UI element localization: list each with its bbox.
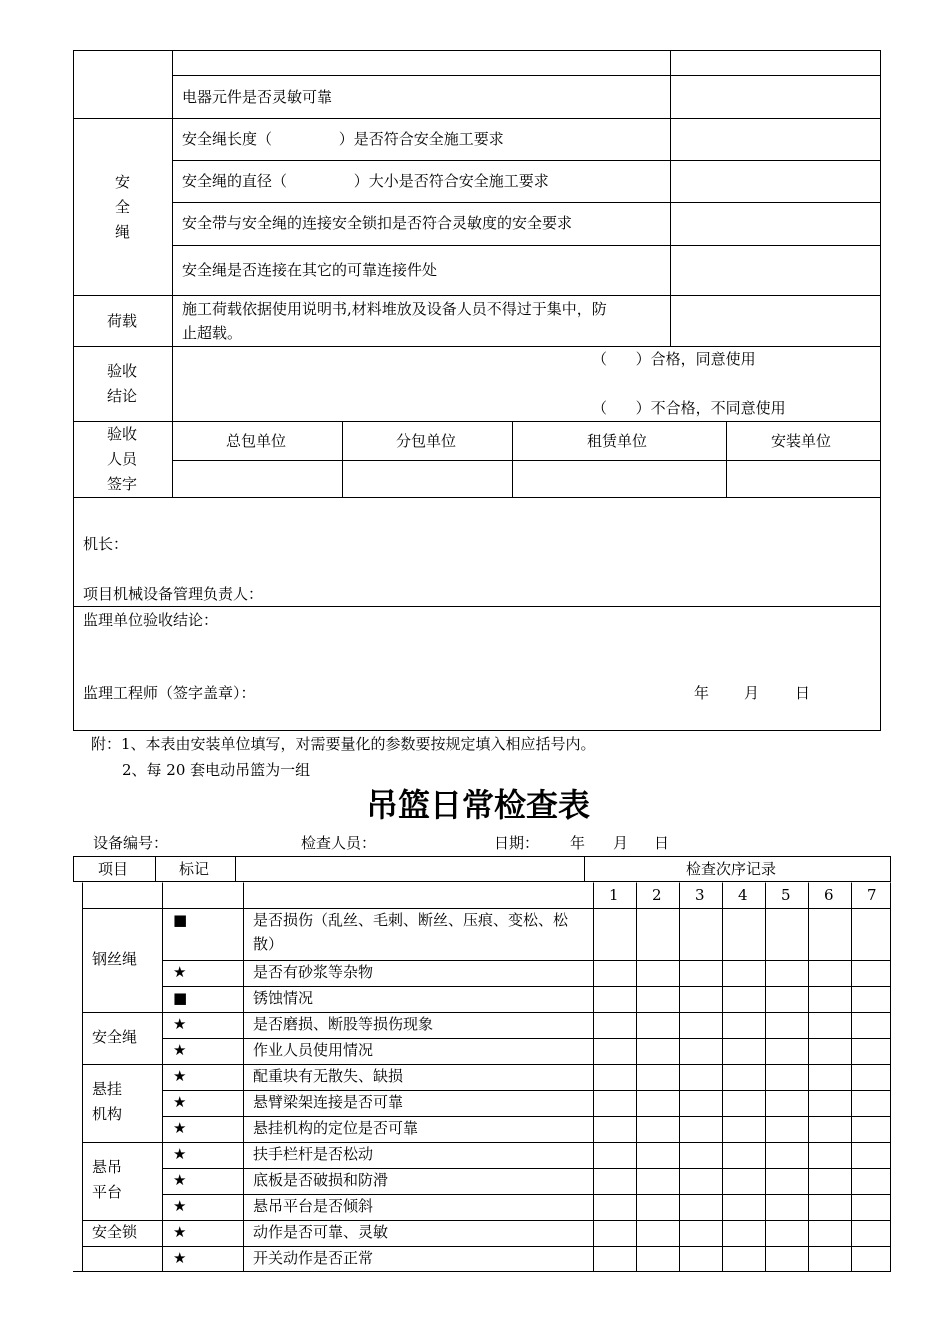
conclusion-fail-option[interactable]: （ ）不合格，不同意使用 [592, 399, 786, 417]
sequence-number: 7 [867, 886, 877, 904]
check-date-year: 年 [570, 834, 586, 852]
check-item-rope-length: 安全绳长度（ ）是否符合安全施工要求 [182, 130, 504, 148]
check-item-text: 配重块有无散失、缺损 [253, 1067, 404, 1085]
engineer-sign-label: 监理工程师（签字盖章）： [83, 684, 256, 702]
check-item-text: 散） [253, 935, 284, 953]
table-line [172, 460, 881, 461]
table-line [670, 50, 671, 347]
group-name: 悬挂 [92, 1080, 123, 1098]
table-line [342, 421, 343, 497]
table-line [73, 295, 881, 296]
equipment-manager-label: 项目机械设备管理负责人： [83, 585, 264, 603]
sequence-number: 5 [781, 886, 791, 904]
check-item-text: 动作是否可靠、灵敏 [253, 1223, 389, 1241]
star-mark-icon: ★ [173, 1171, 187, 1189]
sequence-number: 4 [738, 886, 748, 904]
table-line [155, 856, 156, 882]
group-name: 悬吊 [92, 1158, 123, 1176]
category-safety-rope-char: 安 [115, 173, 131, 191]
star-mark-icon: ★ [173, 1067, 187, 1085]
category-signers: 人员 [107, 450, 138, 468]
check-item-rope-diameter: 安全绳的直径（ ）大小是否符合安全施工要求 [182, 172, 549, 190]
check-item-text: 作业人员使用情况 [253, 1041, 374, 1059]
table-line [73, 606, 881, 607]
equipment-no-label: 设备编号： [93, 834, 169, 852]
date-day: 日 [795, 684, 811, 702]
check-item-text: 是否损伤（乱丝、毛刺、断丝、压痕、变松、松 [253, 911, 569, 929]
category-conclusion: 结论 [107, 387, 138, 405]
table-line [172, 245, 881, 246]
date-year: 年 [694, 684, 710, 702]
square-mark-icon: ■ [173, 989, 188, 1007]
category-load: 荷载 [107, 312, 138, 330]
check-item-text: 悬吊平台是否倾斜 [253, 1197, 374, 1215]
square-mark-icon: ■ [173, 911, 188, 929]
star-mark-icon: ★ [173, 1249, 187, 1267]
table-line [235, 856, 236, 882]
star-mark-icon: ★ [173, 1223, 187, 1241]
header-record: 检查次序记录 [686, 860, 777, 878]
check-item-text: 悬臂梁架连接是否可靠 [253, 1093, 404, 1111]
group-name: 安全绳 [92, 1027, 138, 1046]
group-name: 机构 [92, 1105, 123, 1123]
table-line [172, 75, 881, 76]
check-item-text: 是否有砂浆等杂物 [253, 963, 374, 981]
star-mark-icon: ★ [173, 963, 187, 981]
check-date-month: 月 [613, 834, 629, 852]
table-line [73, 1271, 891, 1272]
table-line [73, 118, 881, 119]
sequence-number: 6 [824, 886, 834, 904]
note-line-1: 附：1、本表由安装单位填写，对需要量化的参数要按规定填入相应括号内。 [91, 735, 596, 753]
table-line [73, 346, 881, 347]
star-mark-icon: ★ [173, 1119, 187, 1137]
check-item-electrical: 电器元件是否灵敏可靠 [182, 88, 333, 106]
check-item-rope-lock: 安全带与安全绳的连接安全锁扣是否符合灵敏度的安全要求 [182, 214, 573, 232]
star-mark-icon: ★ [173, 1145, 187, 1163]
check-item-text: 悬挂机构的定位是否可靠 [253, 1119, 419, 1137]
category-safety-rope-char: 绳 [115, 223, 131, 241]
daily-check-title: 吊篮日常检查表 [366, 786, 591, 824]
table-line [73, 497, 881, 498]
check-item-rope-anchor: 安全绳是否连接在其它的可靠连接件处 [182, 261, 438, 279]
note-line-2: 2、每 20 套电动吊篮为一组 [122, 761, 311, 779]
table-line [584, 856, 585, 882]
group-name: 平台 [92, 1183, 123, 1201]
check-item-text: 开关动作是否正常 [253, 1249, 374, 1267]
supervision-conclusion-label: 监理单位验收结论： [83, 611, 219, 629]
daily-grid [82, 882, 891, 1271]
date-month: 月 [744, 684, 760, 702]
check-item-text: 锈蚀情况 [253, 989, 314, 1007]
conclusion-pass-option[interactable]: （ ）合格，同意使用 [592, 350, 756, 368]
signer-installer: 安装单位 [771, 432, 832, 450]
table-line [172, 202, 881, 203]
sequence-number: 1 [609, 886, 619, 904]
signer-general-contractor: 总包单位 [226, 432, 287, 450]
check-item-load-line2: 止超载。 [182, 324, 243, 342]
daily-grid-lines [82, 882, 891, 1271]
star-mark-icon: ★ [173, 1093, 187, 1111]
check-date-label: 日期： [494, 834, 540, 852]
group-name: 安全锁 [92, 1222, 138, 1241]
header-mark: 标记 [179, 860, 210, 878]
category-signers: 签字 [107, 475, 138, 493]
star-mark-icon: ★ [173, 1041, 187, 1059]
check-item-load-line1: 施工荷载依据使用说明书,材料堆放及设备人员不得过于集中，防 [182, 300, 607, 318]
signer-leasing: 租赁单位 [587, 432, 648, 450]
check-item-text: 底板是否破损和防滑 [253, 1171, 389, 1189]
captain-label: 机长： [83, 535, 129, 553]
star-mark-icon: ★ [173, 1197, 187, 1215]
inspector-label: 检查人员： [301, 834, 377, 852]
check-item-text: 是否磨损、断股等损伤现象 [253, 1015, 434, 1033]
table-line [512, 421, 513, 497]
star-mark-icon: ★ [173, 1015, 187, 1033]
table-line [172, 160, 881, 161]
table-line [73, 421, 881, 422]
group-name: 钢丝绳 [92, 949, 138, 968]
category-conclusion: 验收 [107, 362, 138, 380]
table-line [726, 421, 727, 497]
sequence-number: 3 [695, 886, 705, 904]
category-safety-rope-char: 全 [115, 198, 131, 216]
check-date-day: 日 [654, 834, 670, 852]
signer-subcontractor: 分包单位 [396, 432, 457, 450]
check-item-text: 扶手栏杆是否松动 [253, 1145, 374, 1163]
category-signers: 验收 [107, 425, 138, 443]
sequence-number: 2 [652, 886, 662, 904]
header-item: 项目 [98, 860, 129, 878]
